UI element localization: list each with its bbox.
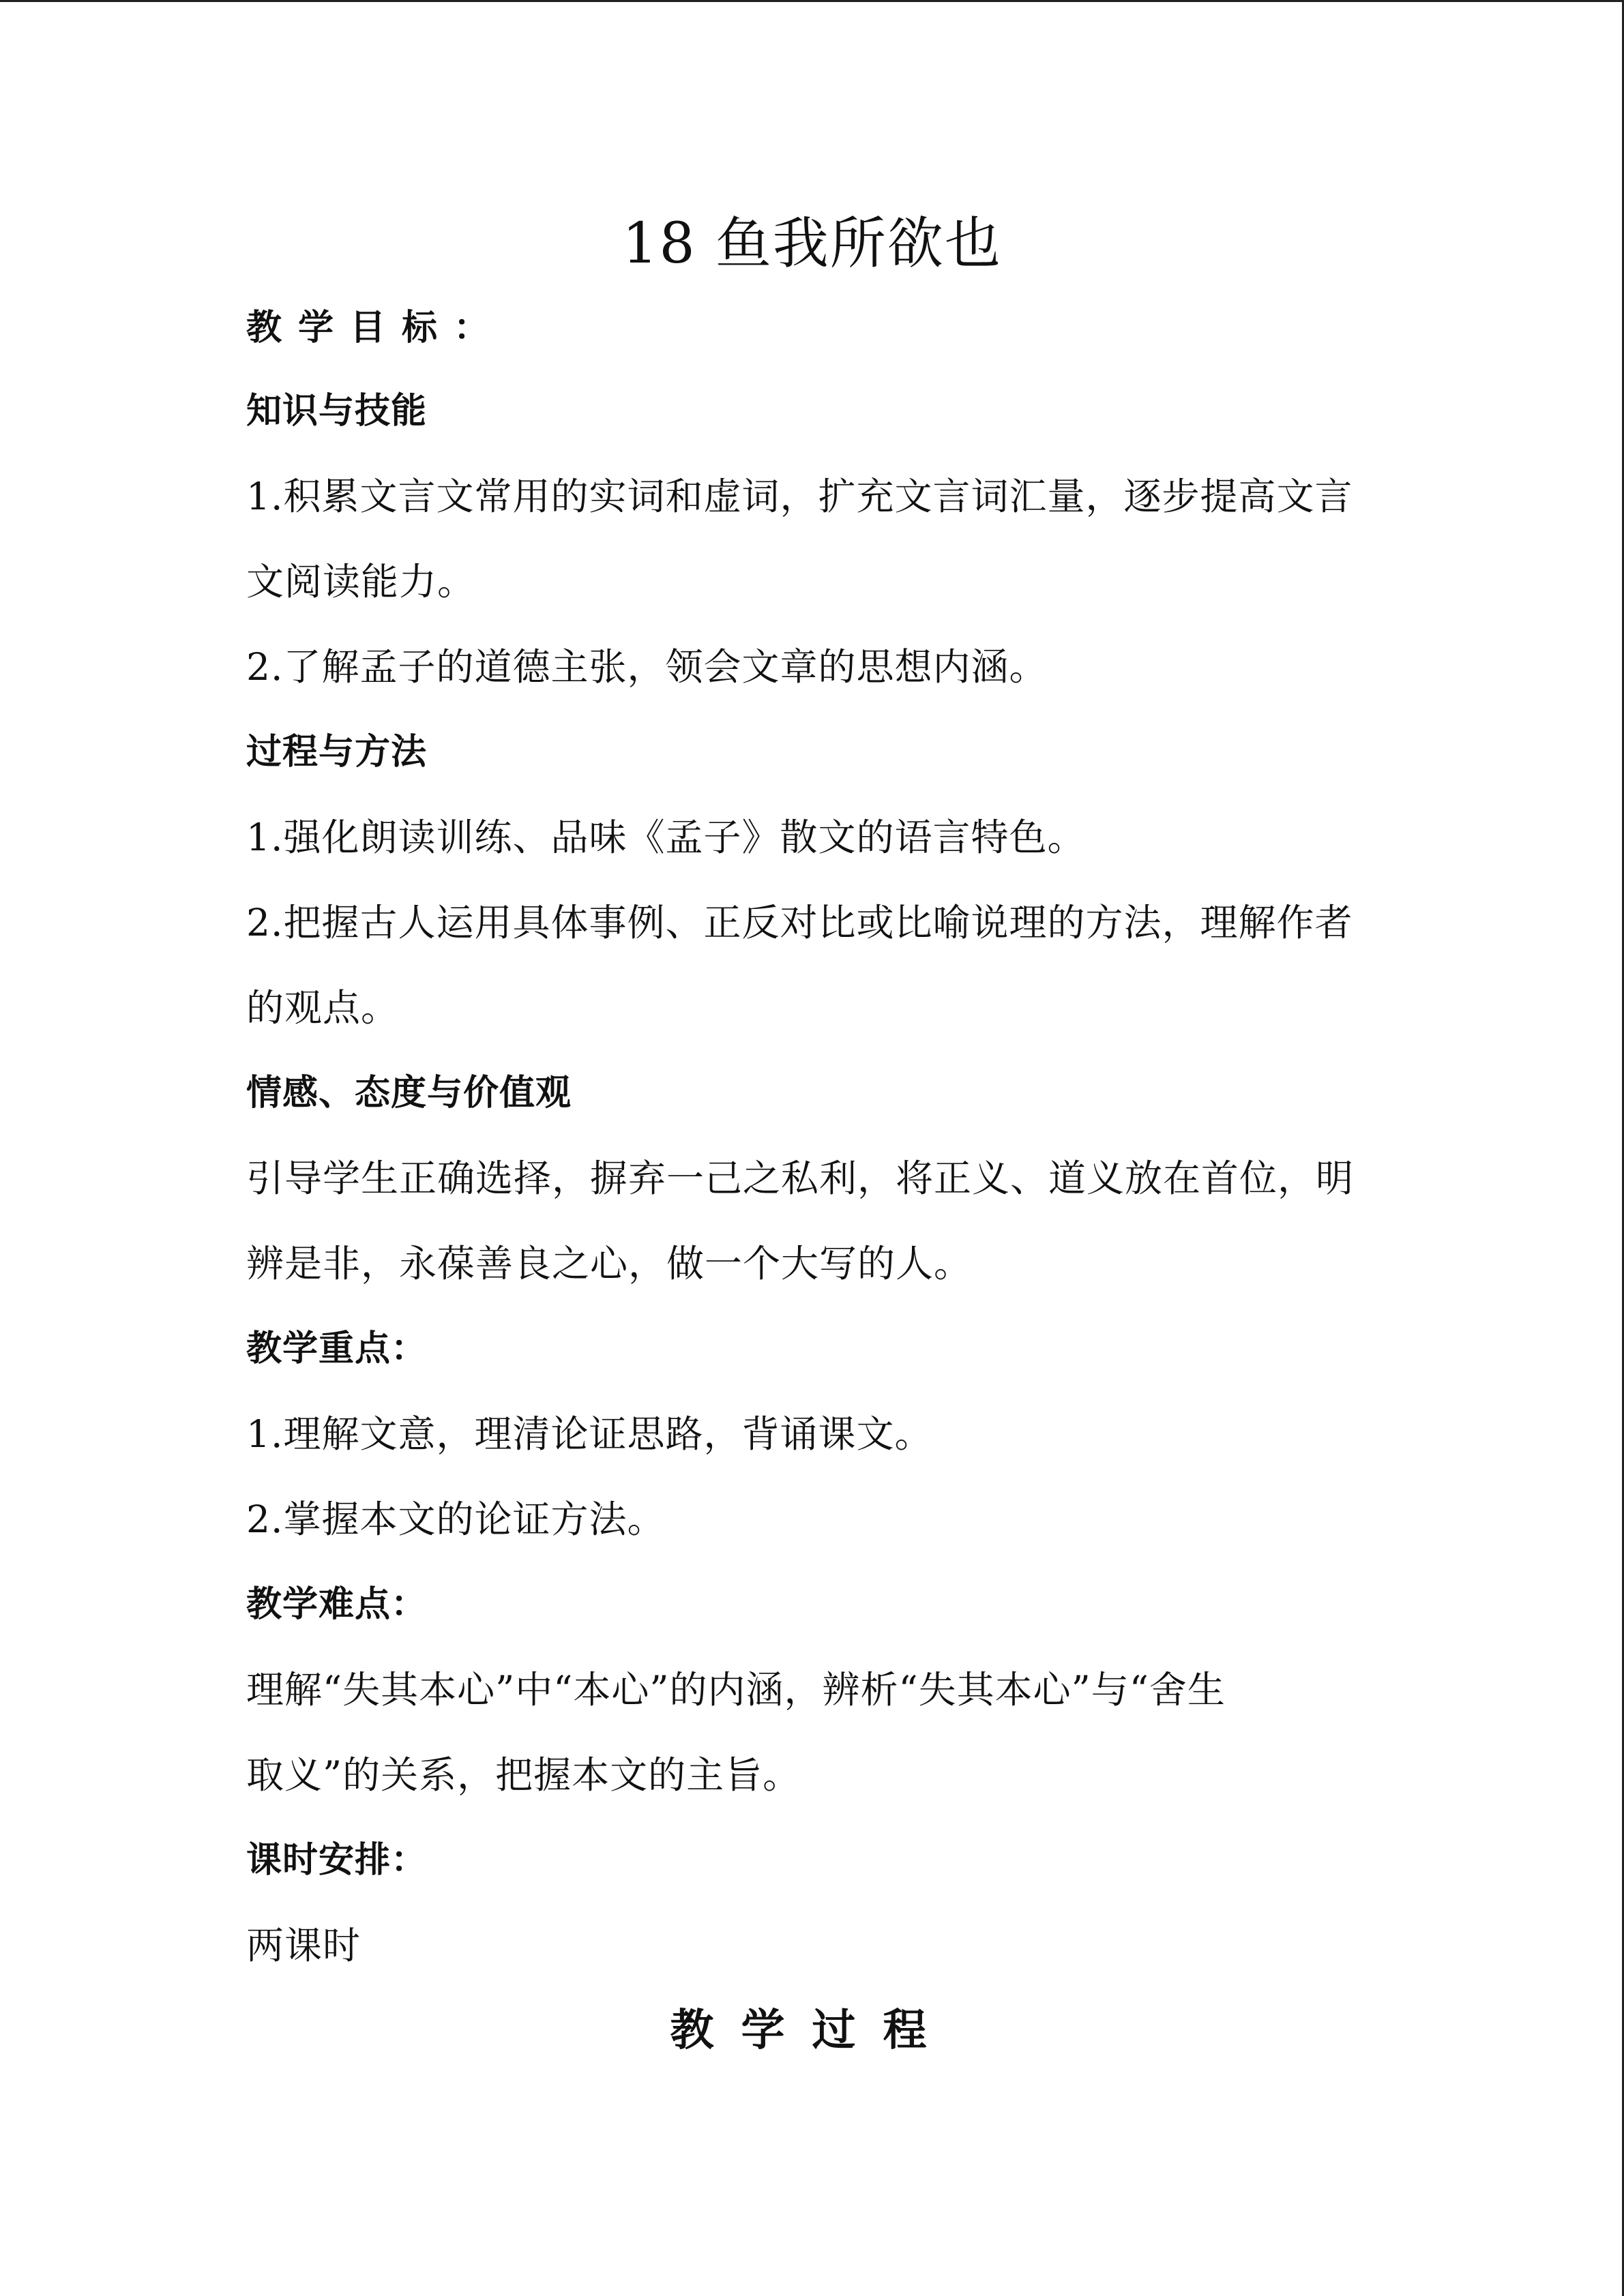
emotion-text-line-1: 引导学生正确选择，摒弃一己之私利，将正义、道义放在首位，明 xyxy=(246,1157,1355,1200)
difficulties-text-line-1: 理解“失其本心”中“本心”的内涵，辨析“失其本心”与“舍生 xyxy=(246,1668,1226,1712)
key-points-item-1: 1.理解文意，理清论证思路，背诵课文。 xyxy=(246,1412,933,1456)
knowledge-item-2: 2.了解孟子的道德主张，领会文章的思想内涵。 xyxy=(246,645,1048,689)
process-heading: 过程与方法 xyxy=(246,732,428,773)
key-points-heading: 教学重点： xyxy=(246,1328,428,1369)
difficulties-text-line-2: 取义”的关系，把握本文的主旨。 xyxy=(246,1753,801,1797)
process-item-1: 1.强化朗读训练、品味《孟子》散文的语言特色。 xyxy=(246,816,1086,859)
process-item-2-line-1: 2.把握古人运用具体事例、正反对比或比喻说理的方法，理解作者 xyxy=(246,901,1353,944)
emotion-text-line-2: 辨是非，永葆善良之心，做一个大写的人。 xyxy=(246,1242,973,1285)
process-section-title: 教学过程 xyxy=(670,2006,954,2056)
difficulties-heading: 教学难点： xyxy=(246,1584,428,1625)
emotion-heading: 情感、态度与价值观 xyxy=(246,1073,572,1114)
process-item-2-line-2: 的观点。 xyxy=(246,986,400,1030)
document-title: 18 鱼我所欲也 xyxy=(622,211,1002,276)
schedule-text: 两课时 xyxy=(246,1924,361,1967)
schedule-heading: 课时安排： xyxy=(246,1840,428,1881)
knowledge-heading: 知识与技能 xyxy=(246,391,428,432)
knowledge-item-1-line-2: 文阅读能力。 xyxy=(246,560,476,603)
objectives-heading: 教学目标： xyxy=(246,308,506,348)
key-points-item-2: 2.掌握本文的论证方法。 xyxy=(246,1497,666,1541)
knowledge-item-1-line-1: 1.积累文言文常用的实词和虚词，扩充文言词汇量，逐步提高文言 xyxy=(246,475,1353,518)
